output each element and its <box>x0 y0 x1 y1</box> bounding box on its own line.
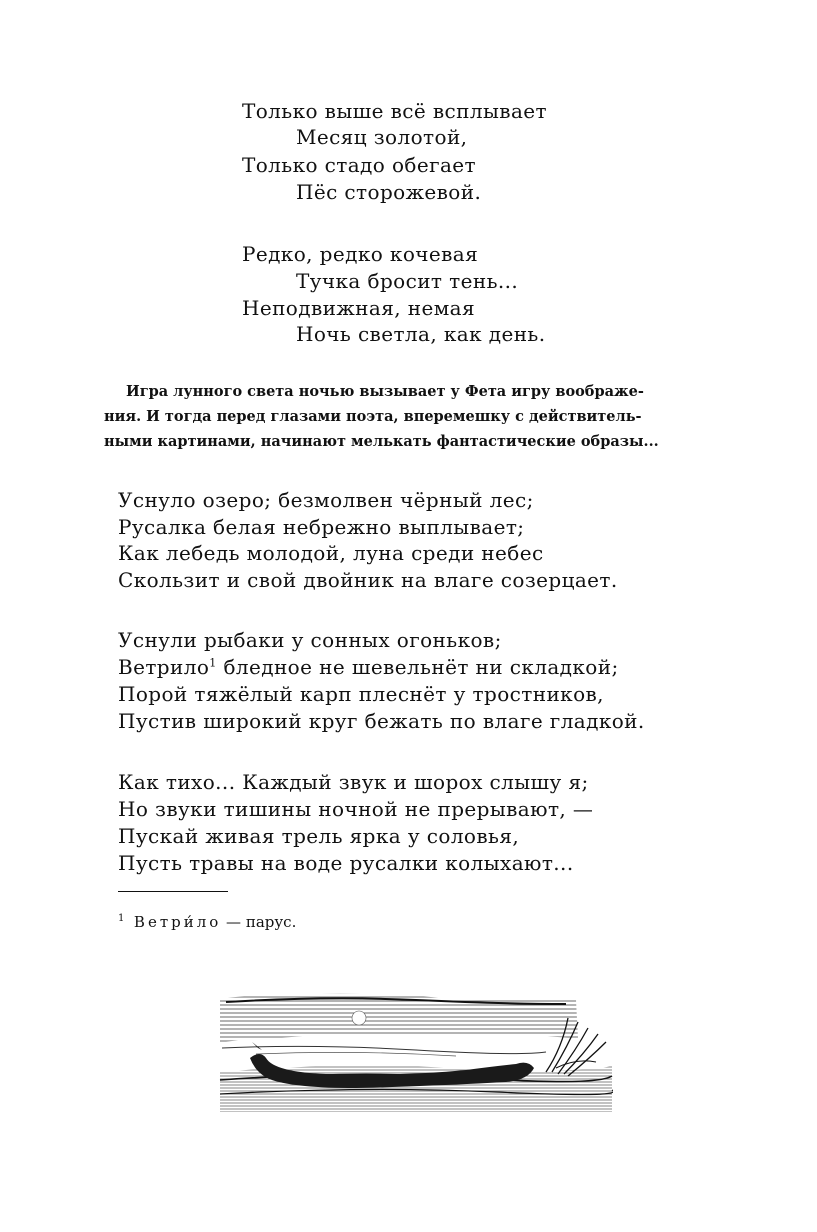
stanza3-line1: Уснуло озеро; безмолвен чёрный лес; <box>118 488 534 512</box>
stanza5-line3: Пускай живая трель ярка у соловья, <box>118 824 520 848</box>
stanza4-line2-rest: бледное не шевельнёт ни складкой; <box>216 655 619 679</box>
stanza1-line1: Только выше всё всплывает <box>242 99 547 123</box>
stanza1-line4: Пёс сторожевой. <box>296 180 482 204</box>
footnote-divider <box>118 891 228 892</box>
mermaid-illustration-icon <box>216 988 613 1112</box>
stanza1-line2: Месяц золотой, <box>296 125 468 149</box>
prose-line2: ния. И тогда перед глазами поэта, вперемешку с действитель- <box>104 408 642 425</box>
stanza1-line3: Только стадо обегает <box>242 153 476 177</box>
footnote-term: Ветрило <box>118 655 210 679</box>
stanza2-line4: Ночь светла, как день. <box>296 322 546 346</box>
footnote-definition: — парус. <box>221 913 297 931</box>
stanza4-line3: Порой тяжёлый карп плеснёт у тростников, <box>118 682 604 706</box>
stanza5-line2: Но звуки тишины ночной не прерывают, — <box>118 797 594 821</box>
footnote-number: 1 <box>118 913 125 924</box>
prose-line1: Игра лунного света ночью вызывает у Фета игру воображе- <box>126 383 644 400</box>
stanza2-line1: Редко, редко кочевая <box>242 242 479 266</box>
footnote <box>118 914 296 930</box>
stanza4-line1: Уснули рыбаки у сонных огоньков; <box>118 628 502 652</box>
stanza2-line3: Неподвижная, немая <box>242 296 476 320</box>
footnote-mark: 1 <box>209 656 217 670</box>
footnote-term-text: Ветри́ло <box>133 913 222 931</box>
stanza2-line2: Тучка бросит тень... <box>296 269 519 293</box>
stanza3-line3: Как лебедь молодой, луна среди небес <box>118 541 544 565</box>
stanza4-line2 <box>118 657 619 677</box>
stanza5-line4: Пусть травы на воде русалки колыхают... <box>118 851 574 875</box>
stanza3-line2: Русалка белая небрежно выплывает; <box>118 515 525 539</box>
stanza3-line4: Скользит и свой двойник на влаге созерцает. <box>118 568 618 592</box>
stanza5-line1: Как тихо... Каждый звук и шорох слышу я; <box>118 770 589 794</box>
prose-line3: ными картинами, начинают мелькать фантастические образы... <box>104 433 659 450</box>
stanza4-line4: Пустив широкий круг бежать по влаге гладкой. <box>118 709 645 733</box>
